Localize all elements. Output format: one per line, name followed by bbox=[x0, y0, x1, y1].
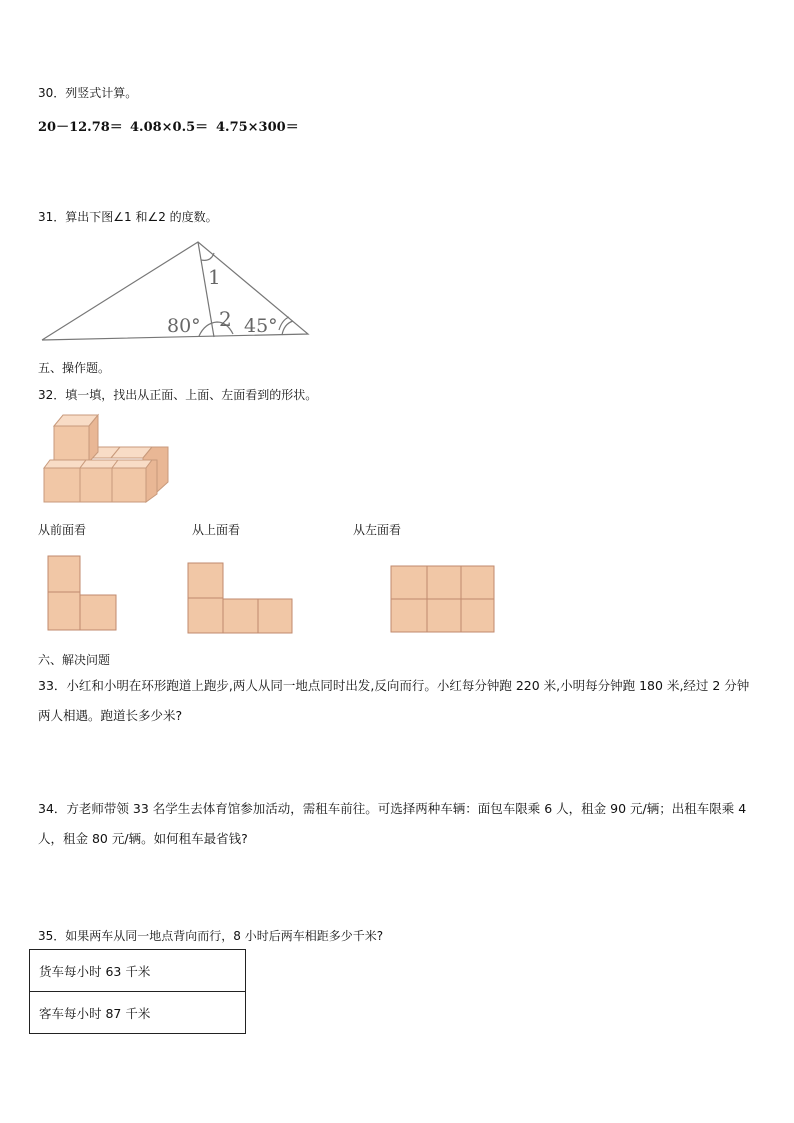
q30-expression-3: 4.75×300＝ bbox=[216, 120, 299, 135]
table-cell: 货车每小时 63 千米 bbox=[30, 950, 246, 992]
angle-1-label: 1 bbox=[208, 265, 221, 289]
angle-45-label: 45° bbox=[244, 315, 278, 337]
triangle-divider-line bbox=[198, 242, 214, 337]
left-view-shape bbox=[391, 566, 494, 632]
front-view-shape bbox=[48, 556, 116, 630]
table-row bbox=[30, 992, 246, 1034]
q30-expression-2: 4.08×0.5＝ bbox=[130, 120, 209, 135]
section5-title: 五、操作题。 bbox=[38, 361, 111, 375]
q35-title: 35．如果两车从同一地点背向而行，8 小时后两车相距多少千米? bbox=[38, 929, 384, 943]
q33-text: 33．小红和小明在环形跑道上跑步,两人从同一地点同时出发,反向而行。小红每分钟跑 220 米,小明每分钟跑 180 米,经过 2 分钟两人相遇。跑道长多少米? bbox=[38, 678, 750, 723]
q32-title: 32．填一填，找出从正面、上面、左面看到的形状。 bbox=[38, 388, 318, 402]
angle-2-label: 2 bbox=[219, 307, 232, 331]
q30-title: 30．列竖式计算。 bbox=[38, 86, 138, 100]
angle-2-arc bbox=[199, 322, 233, 336]
angle-45-arc bbox=[282, 321, 293, 335]
angle-1-arc bbox=[201, 253, 214, 260]
top-cube bbox=[54, 415, 98, 426]
angle-45-arc-inner bbox=[279, 317, 289, 330]
view-top-label: 从上面看 bbox=[192, 523, 241, 537]
q31-title: 31．算出下图∠1 和∠2 的度数。 bbox=[38, 210, 218, 224]
triangle-outline bbox=[42, 242, 308, 340]
view-left-label: 从左面看 bbox=[353, 523, 402, 537]
q34-text: 34．方老师带领 33 名学生去体育馆参加活动，需租车前往。可选择两种车辆：面包车限乘 6 人，租金 90 元/辆；出租车限乘 4 人，租金 80 元/辆。如何租车最省钱? bbox=[38, 801, 747, 846]
view-front-label: 从前面看 bbox=[38, 523, 87, 537]
table-row bbox=[30, 950, 246, 992]
table-cell: 客车每小时 87 千米 bbox=[30, 992, 246, 1034]
angle-80-label: 80° bbox=[167, 315, 201, 337]
q30-expression-1: 20－12.78＝ bbox=[38, 120, 123, 135]
top-view-shape bbox=[188, 563, 292, 633]
speed-table bbox=[29, 949, 246, 1034]
section6-title: 六、解决问题 bbox=[38, 653, 111, 667]
